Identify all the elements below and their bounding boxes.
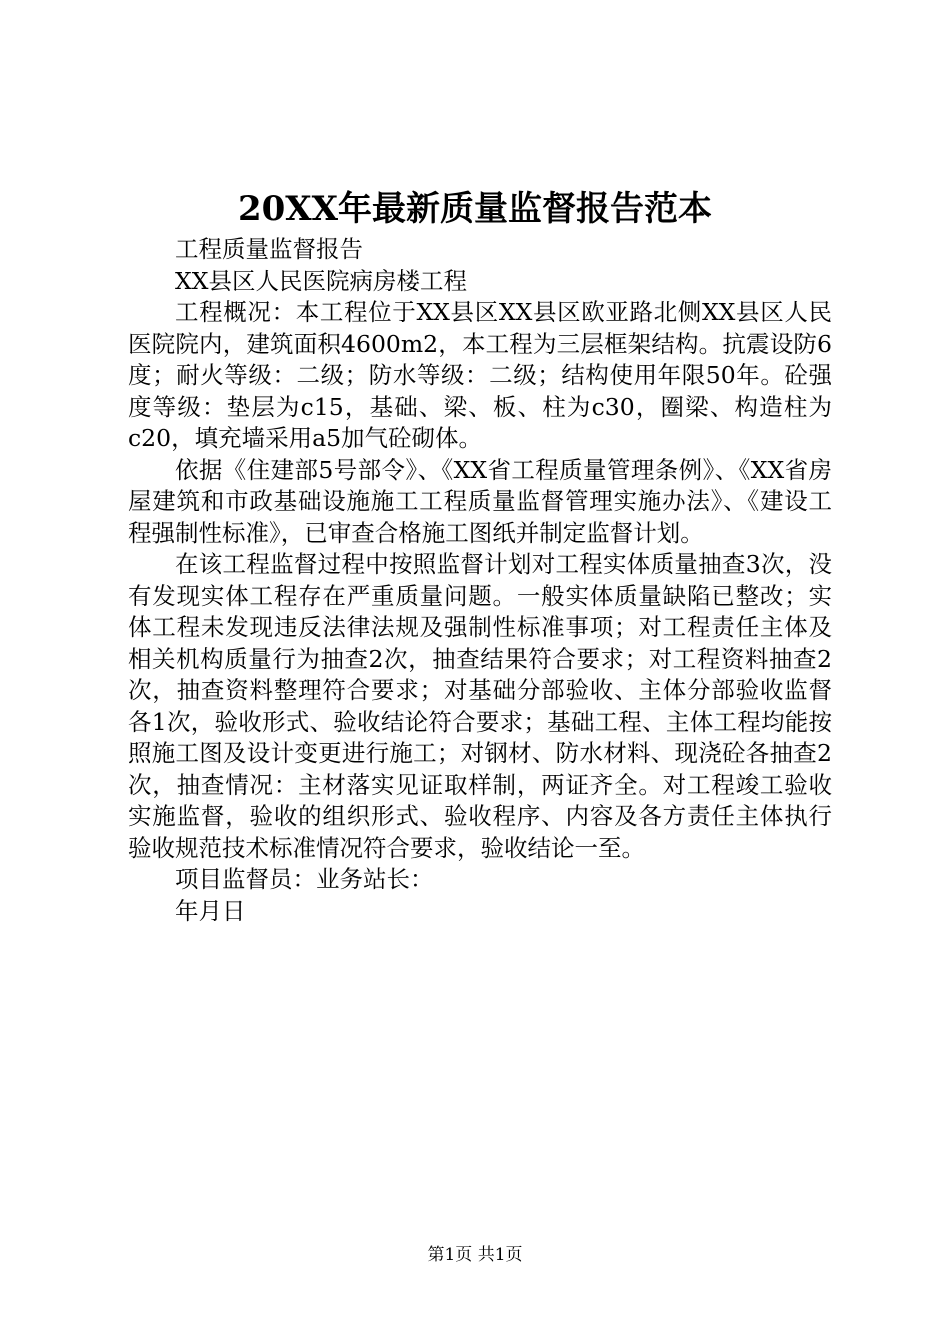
basis-paragraph: 依据《住建部5号部令》、《XX省工程质量管理条例》、《XX省房屋建筑和市政基础设施施工工程质量监督管理实施办法》、《建设工程强制性标准》，已审查合格施工图纸并制定监督计划。 — [128, 455, 832, 547]
supervision-process-paragraph: 在该工程监督过程中按照监督计划对工程实体质量抽查3次，没有发现实体工程存在严重质量问题。一般实体质量缺陷已整改；实体工程未发现违反法律法规及强制性标准事项；对工程责任主体及相关机构质量行为抽查2次，抽查结果符合要求；对工程资料抽查2次，抽查资料整理符合要求；对基础分部验收、主体分部验收监督各1次，验收形式、验收结论符合要求；基础工程、主体工程均能按照施工图及设计变更进行施工；对钢材、防水材料、现浇砼各抽查2次，抽查情况：主材落实见证取样制，两证齐全。对工程竣工验收实施监督，验收的组织形式、验收程序、内容及各方责任主体执行验收规范技术标准情况符合要求，验收结论一至。 — [128, 550, 832, 862]
document-body — [128, 234, 832, 927]
document-title: 20XX年最新质量监督报告范本 — [237, 189, 713, 229]
report-heading: 工程质量监督报告 — [175, 235, 363, 263]
date-line: 年月日 — [175, 896, 246, 925]
signature-line: 项目监督员：业务站长： — [175, 865, 434, 893]
page-number-footer: 第1页 共1页 — [427, 1245, 523, 1265]
project-name: XX县区人民医院病房楼工程 — [175, 266, 467, 295]
project-overview-paragraph: 工程概况：本工程位于XX县区XX县区欧亚路北侧XX县区人民医院院内，建筑面积4600m2，本工程为三层框架结构。抗震设防6度；耐火等级：二级；防水等级：二级；结构使用年限50年。砼强度等级：垫层为c15，基础、梁、板、柱为c30，圈梁、构造柱为c20，填充墙采用a5加气砼砌体。 — [128, 298, 832, 452]
